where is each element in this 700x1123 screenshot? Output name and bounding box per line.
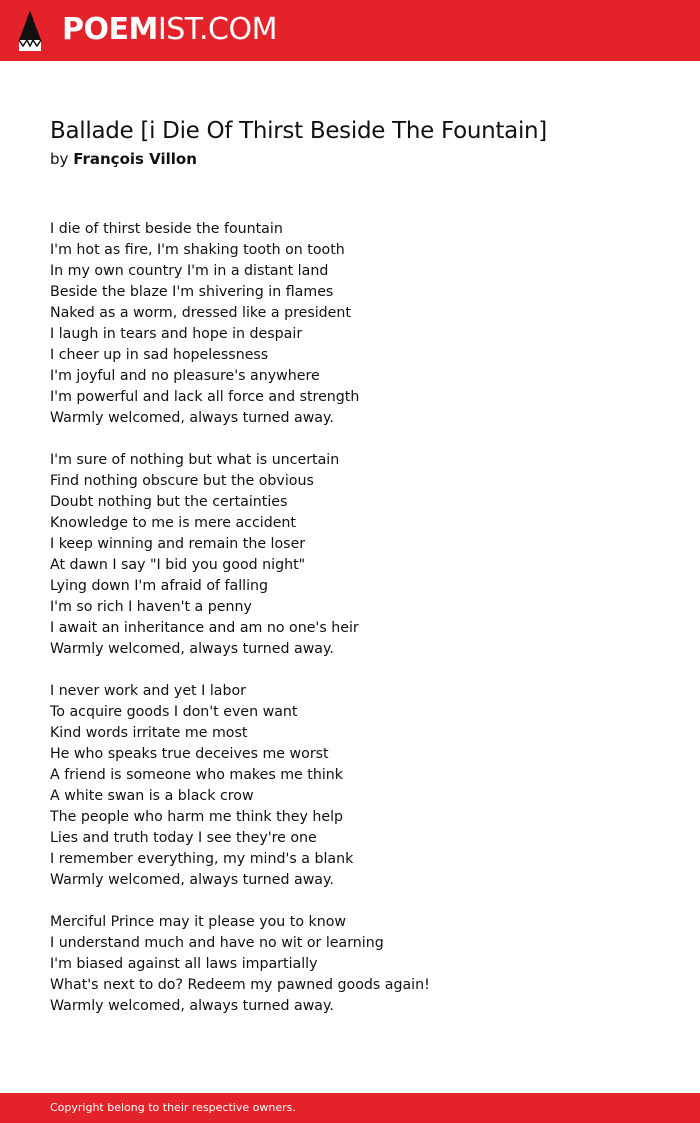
stanza — [50, 450, 670, 660]
poem-line: Warmly welcomed, always turned away. — [50, 872, 334, 888]
poem-line: Warmly welcomed, always turned away. — [50, 998, 334, 1014]
poem-body — [50, 219, 670, 1038]
logo-text-light: IST.COM — [157, 12, 277, 47]
poem-line: I'm joyful and no pleasure's anywhere — [50, 368, 320, 384]
poem-line: He who speaks true deceives me worst — [50, 746, 329, 762]
poem-line: I cheer up in sad hopelessness — [50, 347, 269, 363]
site-header — [0, 0, 700, 61]
poem-line: What's next to do? Redeem my pawned goods again! — [50, 977, 430, 993]
copyright-notice: Copyright belong to their respective owners. — [50, 1101, 296, 1114]
poem-line: Lying down I'm afraid of falling — [50, 578, 269, 594]
site-footer — [0, 1093, 700, 1123]
poem-line: A friend is someone who makes me think — [50, 767, 343, 783]
poem-line: I'm biased against all laws impartially — [50, 956, 318, 972]
poem-line: I'm hot as fire, I'm shaking tooth on tooth — [50, 242, 345, 258]
pencil-tip-icon[interactable] — [18, 10, 42, 52]
by-label: by — [50, 150, 69, 168]
byline — [50, 148, 197, 170]
poem-line: I await an inheritance and am no one's heir — [50, 620, 359, 636]
poem-line: Doubt nothing but the certainties — [50, 494, 288, 510]
poem-line: To acquire goods I don't even want — [50, 704, 298, 720]
poem-line: I'm sure of nothing but what is uncertain — [50, 452, 340, 468]
poem-line: I die of thirst beside the fountain — [50, 221, 283, 237]
poem-line: Naked as a worm, dressed like a president — [50, 305, 351, 321]
stanza — [50, 912, 670, 1017]
poem-line: Beside the blaze I'm shivering in flames — [50, 284, 334, 300]
poem-line: I'm powerful and lack all force and strength — [50, 389, 360, 405]
poem-line: A white swan is a black crow — [50, 788, 254, 804]
poem-line: Warmly welcomed, always turned away. — [50, 641, 334, 657]
poem-line: Find nothing obscure but the obvious — [50, 473, 314, 489]
poem-line: I remember everything, my mind's a blank — [50, 851, 354, 867]
logo-text-bold: POEM — [62, 12, 158, 47]
poem-line: Knowledge to me is mere accident — [50, 515, 296, 531]
poem-line: Lies and truth today I see they're one — [50, 830, 317, 846]
site-logo[interactable] — [62, 10, 277, 50]
poem-line: Merciful Prince may it please you to know — [50, 914, 347, 930]
poem-line: I laugh in tears and hope in despair — [50, 326, 303, 342]
poem-line: The people who harm me think they help — [50, 809, 344, 825]
stanza — [50, 219, 670, 429]
poem-line: I understand much and have no wit or learning — [50, 935, 384, 951]
stanza — [50, 681, 670, 891]
poem-line: I'm so rich I haven't a penny — [50, 599, 252, 615]
author-name: François Villon — [73, 150, 197, 168]
poem-line: Warmly welcomed, always turned away. — [50, 410, 334, 426]
poem-line: I keep winning and remain the loser — [50, 536, 306, 552]
poem-title: Ballade [i Die Of Thirst Beside The Fountain] — [50, 118, 547, 144]
poem-line: I never work and yet I labor — [50, 683, 246, 699]
poem-line: Kind words irritate me most — [50, 725, 248, 741]
poem-line: At dawn I say "I bid you good night" — [50, 557, 306, 573]
poem-line: In my own country I'm in a distant land — [50, 263, 329, 279]
